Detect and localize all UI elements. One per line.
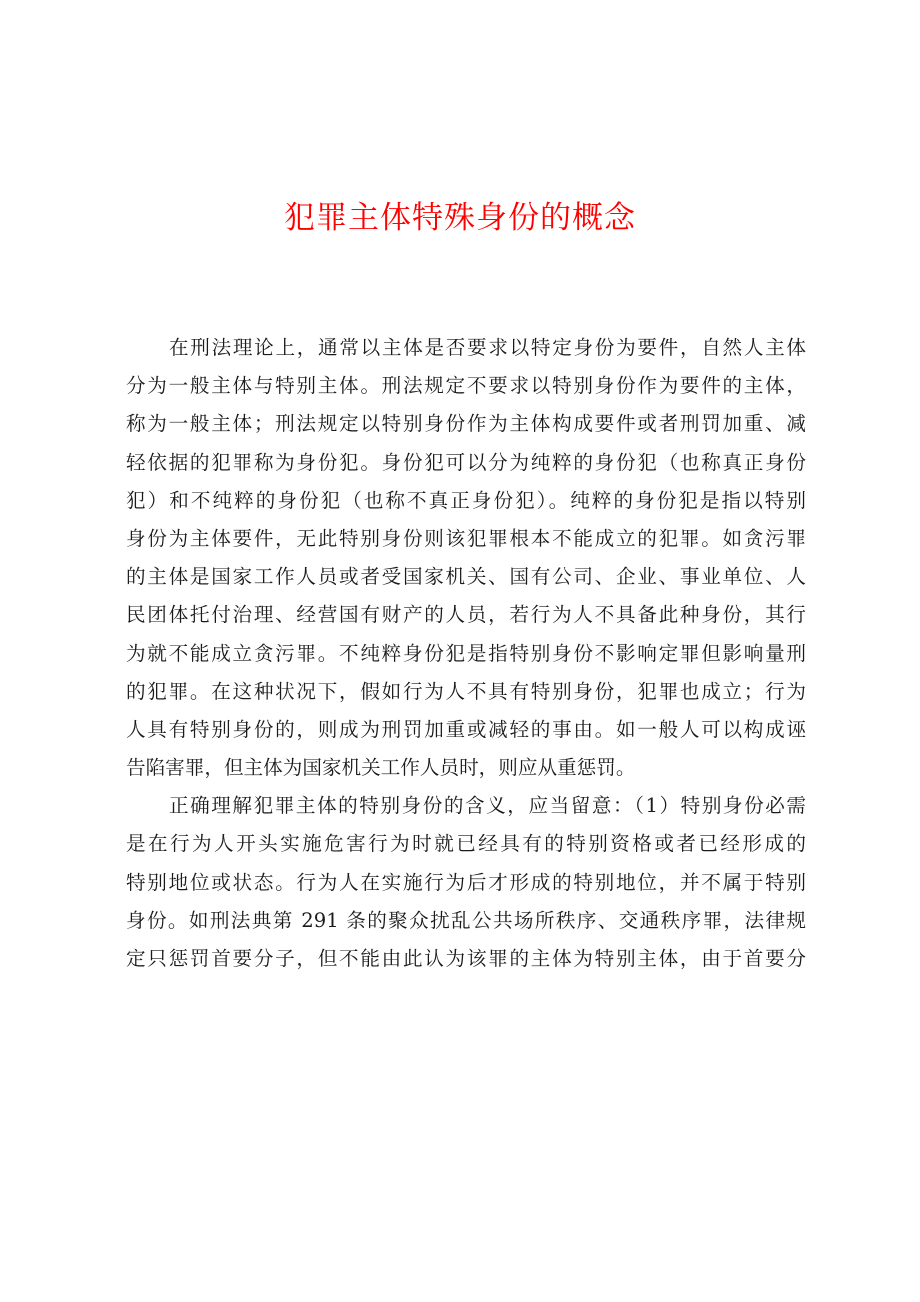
text-line: 是在行为人开头实施危害行为时就已经具有的特别资格或者已经形成的 [126, 832, 806, 856]
text-line: 特别地位或状态。行为人在实施行为后才形成的特别地位，并不属于特别 [126, 870, 806, 894]
paragraph-2 [126, 787, 806, 978]
text-line: 为就不能成立贪污罪。不纯粹身份犯是指特别身份不影响定罪但影响量刑 [126, 641, 806, 665]
document-body [126, 329, 806, 978]
document-title: 犯罪主体特殊身份的概念 [284, 200, 636, 236]
text-line: 人具有特别身份的，则成为刑罚加重或减轻的事由。如一般人可以构成诬 [126, 717, 806, 741]
paragraph-1 [126, 329, 806, 787]
text-line: 称为一般主体；刑法规定以特别身份作为主体构成要件或者刑罚加重、减 [126, 412, 806, 436]
text-line: 身份。如刑法典第 291 条的聚众扰乱公共场所秩序、交通秩序罪，法律规 [126, 908, 806, 932]
text-line: 犯）和不纯粹的身份犯（也称不真正身份犯）。纯粹的身份犯是指以特别 [126, 488, 806, 512]
text-line: 的主体是国家工作人员或者受国家机关、国有公司、企业、事业单位、人 [126, 565, 806, 589]
text-line: 的犯罪。在这种状况下，假如行为人不具有特别身份，犯罪也成立；行为 [126, 679, 806, 703]
text-line: 分为一般主体与特别主体。刑法规定不要求以特别身份作为要件的主体， [126, 374, 806, 398]
text-line: 民团体托付治理、经营国有财产的人员，若行为人不具备此种身份，其行 [126, 603, 806, 627]
text-line: 在刑法理论上，通常以主体是否要求以特定身份为要件，自然人主体 [169, 336, 806, 359]
text-line: 正确理解犯罪主体的特别身份的含义，应当留意：（1）特别身份必需 [169, 794, 806, 818]
text-line: 定只惩罚首要分子，但不能由此认为该罪的主体为特别主体，由于首要分 [126, 947, 806, 970]
text-line: 轻依据的犯罪称为身份犯。身份犯可以分为纯粹的身份犯（也称真正身份 [126, 450, 806, 474]
text-line: 身份为主体要件，无此特别身份则该犯罪根本不能成立的犯罪。如贪污罪 [126, 526, 806, 550]
text-line: 告陷害罪，但主体为国家机关工作人员时，则应从重惩罚。 [126, 756, 636, 780]
